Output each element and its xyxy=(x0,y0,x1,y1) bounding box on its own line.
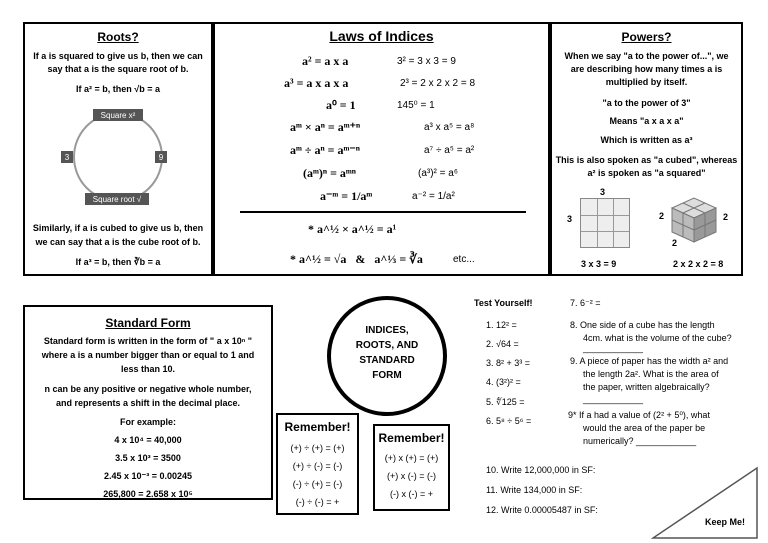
question-9-line-2: the length 2a². What is the area of xyxy=(583,369,719,379)
multiply-rule-2: (+) x (-) = (-) xyxy=(387,471,436,481)
laws-divider xyxy=(240,211,526,213)
law-7-example: a⁻² = 1/a² xyxy=(412,191,455,202)
standard-line-5: and represents a shift in the decimal place. xyxy=(55,398,241,408)
cycle-bottom-label: Square root √ xyxy=(92,195,142,204)
question-1: 1. 12² = xyxy=(486,320,517,330)
cube-caption: 2 x 2 x 2 = 8 xyxy=(673,259,724,269)
law-6: (aᵐ)ⁿ = aᵐⁿ xyxy=(303,166,356,180)
roots-title: Roots? xyxy=(97,30,139,44)
question-9-line-3: the paper, written algebraically? xyxy=(583,382,710,392)
square-caption: 3 x 3 = 9 xyxy=(581,259,617,269)
question-9-line-1: 9. A piece of paper has the width a² and xyxy=(570,356,729,366)
standard-line-3: less than 10. xyxy=(120,364,176,374)
laws-etc: etc... xyxy=(453,254,475,265)
standard-form-title: Standard Form xyxy=(105,316,191,330)
circle-line-3: STANDARD xyxy=(359,355,415,366)
remember-multiply-title: Remember! xyxy=(378,431,445,445)
question-10: 10. Write 12,000,000 in SF: xyxy=(486,465,596,475)
question-2: 2. √64 = xyxy=(486,339,519,349)
multiply-rule-3: (-) x (-) = + xyxy=(390,489,433,499)
law-4: aᵐ × aⁿ = aᵐ⁺ⁿ xyxy=(290,120,361,134)
powers-quote: "a to the power of 3" xyxy=(602,98,691,108)
fraction-law-2: * a^½ = √a & a^⅓ = ∛a xyxy=(290,252,423,266)
circle-line-2: ROOTS, AND xyxy=(355,340,419,351)
question-9b-line-2: would the area of the paper be xyxy=(583,423,706,433)
fraction-law-1: * a^½ × a^½ = a¹ xyxy=(308,222,397,236)
question-11: 11. Write 134,000 in SF: xyxy=(486,485,583,495)
standard-example-3: 2.45 x 10⁻³ = 0.00245 xyxy=(103,471,193,481)
powers-written: Which is written as a³ xyxy=(600,135,693,145)
law-4-example: a³ x a⁵ = a⁸ xyxy=(424,122,475,133)
law-2-example: 2³ = 2 x 2 x 2 = 8 xyxy=(400,78,476,89)
square-grid xyxy=(580,198,630,248)
roots-intro-1: If a is squared to give us b, then we can xyxy=(33,51,203,61)
square-left-label: 3 xyxy=(567,214,573,224)
question-3: 3. 8² + 3³ = xyxy=(486,358,531,368)
question-8-line-2: 4cm. what is the volume of the cube? xyxy=(583,333,732,343)
question-9b-line-1: 9* If a had a value of (2² + 5⁰), what xyxy=(568,410,710,420)
circle-line-4: FORM xyxy=(372,370,402,381)
powers-line-3: multiplied by itself. xyxy=(605,77,688,87)
square-top-label: 3 xyxy=(600,187,606,197)
standard-line-4: n can be any positive or negative whole number, xyxy=(44,384,252,394)
cycle-left-label: 3 xyxy=(64,153,70,162)
law-5-example: a⁷ ÷ a⁵ = a² xyxy=(424,145,475,156)
standard-example-1: 4 x 10⁴ = 40,000 xyxy=(114,435,182,445)
keep-me-corner xyxy=(651,466,759,540)
for-example-label: For example: xyxy=(119,417,177,427)
laws-panel xyxy=(213,22,550,276)
question-4: 4. (3²)² = xyxy=(486,377,521,387)
cycle-right-label: 9 xyxy=(158,153,164,162)
divide-rule-3: (-) ÷ (+) = (-) xyxy=(292,479,343,489)
cube-right-label: 2 xyxy=(723,212,729,222)
powers-title: Powers? xyxy=(621,30,672,44)
law-5: aᵐ ÷ aⁿ = aᵐ⁻ⁿ xyxy=(290,143,360,157)
law-1: a² = a x a xyxy=(302,54,349,68)
standard-example-4: 265,800 = 2.658 x 10⁵ xyxy=(103,489,193,499)
standard-example-2: 3.5 x 10³ = 3500 xyxy=(115,453,181,463)
test-yourself-title: Test Yourself! xyxy=(474,298,533,308)
divide-rule-2: (+) ÷ (-) = (-) xyxy=(292,461,343,471)
powers-means: Means "a x a x a" xyxy=(609,116,684,126)
roots-cube-2: we can say that a is the cube root of b. xyxy=(35,237,201,247)
law-2: a³ = a x a x a xyxy=(284,76,349,90)
divide-rule-1: (+) ÷ (+) = (+) xyxy=(290,443,345,453)
roots-intro-2: say that a is the square root of b. xyxy=(47,64,189,74)
law-1-example: 3² = 3 x 3 = 9 xyxy=(397,56,456,67)
roots-rule-1: If a² = b, then √b = a xyxy=(76,84,160,94)
question-5: 5. ∜125 = xyxy=(486,397,525,407)
question-7: 7. 6⁻² = xyxy=(570,298,601,308)
cube-left-label: 2 xyxy=(659,211,665,221)
question-8-line-1: 8. One side of a cube has the length xyxy=(570,320,715,330)
powers-spoken-1: This is also spoken as "a cubed", whereas xyxy=(555,155,738,165)
cycle-top-label: Square x² xyxy=(100,111,136,120)
powers-line-2: are describing how many times a is xyxy=(570,64,723,74)
law-3: a⁰ = 1 xyxy=(326,98,356,112)
multiply-rule-1: (+) x (+) = (+) xyxy=(384,453,439,463)
cube-bottom-label: 2 xyxy=(672,238,678,248)
question-12: 12. Write 0.00005487 in SF: xyxy=(486,505,598,515)
divide-rule-4: (-) ÷ (-) = + xyxy=(295,497,340,507)
keep-me-label: Keep Me! xyxy=(705,517,746,527)
standard-line-1: Standard form is written in the form of " a x 10ⁿ " xyxy=(43,336,253,346)
question-9-blank: ____________ xyxy=(583,394,644,404)
roots-cube-1: Similarly, if a is cubed to give us b, then xyxy=(32,223,204,233)
powers-line-1: When we say "a to the power of...", we xyxy=(564,51,729,61)
circle-line-1: INDICES, xyxy=(365,325,409,336)
question-8-blank: ____________ xyxy=(583,343,644,353)
roots-rule-2: If a³ = b, then ∛b = a xyxy=(75,257,161,267)
standard-line-2: where a is a number bigger than or equal to 1 and xyxy=(41,350,255,360)
law-3-example: 145⁰ = 1 xyxy=(397,100,435,111)
laws-title: Laws of Indices xyxy=(329,28,434,44)
law-7: a⁻ᵐ = 1/aᵐ xyxy=(320,189,373,203)
law-6-example: (a³)² = a⁶ xyxy=(418,168,458,179)
question-9b-line-3: numerically? ____________ xyxy=(583,436,697,446)
remember-divide-title: Remember! xyxy=(284,420,351,434)
powers-spoken-2: a² is spoken as "a squared" xyxy=(587,168,706,178)
question-6: 6. 5⁸ ÷ 5⁶ = xyxy=(486,416,532,426)
